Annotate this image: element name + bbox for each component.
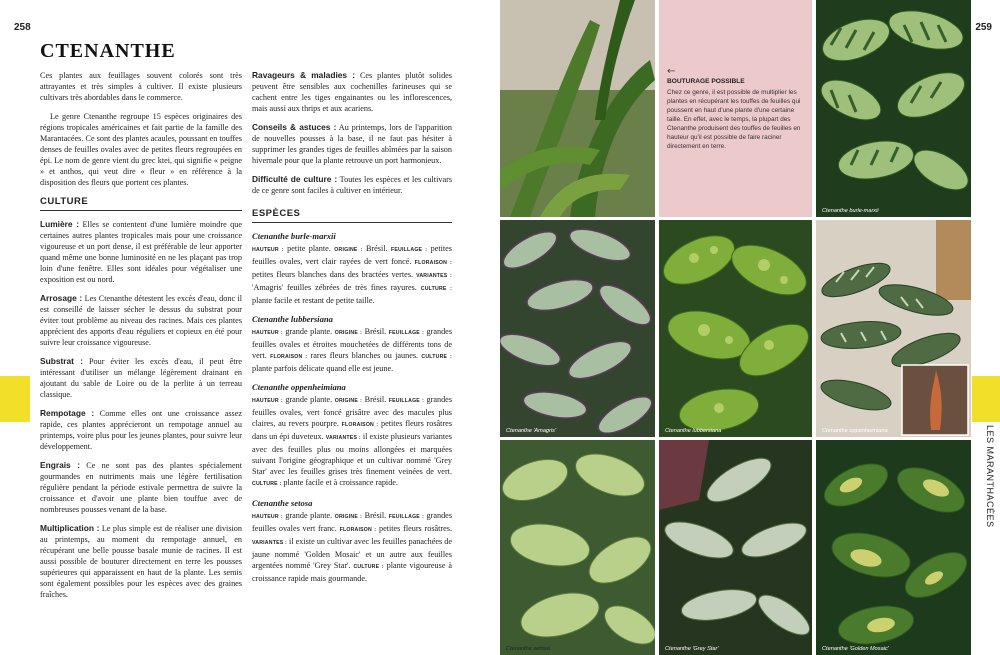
culture-text: Elles se contentent d'une lumière moindre que certaines autres plantes tropicales mais pour une croissance vigoureuse et un port dense, il est préférable de leur apporter quand même une bonne luminosité en ne les plaçant pas trop loin d'une fenêtre. Elles sont idéales pour végétaliser une exposition est ou nord. (40, 220, 242, 284)
species-field-text: Brésil. (362, 511, 389, 520)
species-field-text: grande plante. (282, 327, 335, 336)
right-column (252, 70, 452, 592)
species-entry (252, 498, 452, 584)
species-field-text: petites fleurs rosâtres dans un épi duveteux. (252, 419, 453, 441)
species-heading: ESPÈCES (252, 208, 452, 223)
species-field-tag: CULTURE : (353, 564, 384, 570)
advice-paragraph (252, 70, 452, 114)
species-description (252, 243, 452, 306)
species-description (252, 394, 452, 490)
culture-lead: Lumière : (40, 219, 80, 229)
culture-paragraph (40, 293, 242, 348)
species-field-tag: FEUILLAGE : (388, 330, 425, 336)
species-entry (252, 314, 452, 374)
photo-lubbersiana-image (659, 220, 812, 437)
left-column (40, 70, 242, 608)
species-field-text: grandes feuilles ovales et étroites mouchetées de différents tons de vert. (252, 327, 453, 360)
advice-text: Toutes les espèces et les cultivars de ce genre sont faciles à cultiver en intérieur. (252, 175, 453, 195)
culture-lead: Multiplication : (40, 523, 100, 533)
species-field-text: grandes feuilles ovales vert franc. (252, 511, 453, 533)
species-field-tag: VARIANTES : (416, 273, 452, 279)
species-field-text: petites fleurs blanches dans des bractées vertes. (252, 270, 417, 279)
caption-golden-mosaic: Ctenanthe 'Golden Mosaic' (822, 646, 889, 652)
species-field-tag: CULTURE : (420, 286, 452, 292)
species-field-tag: VARIANTES : (252, 540, 287, 546)
advice-paragraph (252, 122, 452, 166)
species-name: Ctenanthe oppenheimiana (252, 382, 346, 392)
photo-burle-marxii-image (816, 0, 971, 217)
species-description (252, 510, 452, 584)
advice-text: Au printemps, lors de l'apparition de nouvelles pousses à la base, il ne faut pas hésiter à supprimer les grandes tiges de feuilles abîmées par la saison hivernale pour que la plante retrouve un port harmonieux. (252, 123, 452, 165)
species-field-tag: VARIANTES : (325, 435, 361, 441)
culture-paragraph (40, 408, 242, 452)
species-field-tag: FLORAISON : (414, 260, 452, 266)
page-number-left: 258 (14, 22, 31, 33)
species-list (252, 231, 452, 584)
photo-grey-star-image (659, 440, 812, 655)
species-field-text: il existe plusieurs variantes avec des feuilles plus ou moins allongées et marquées suivant l'origine géographique et un cultivar nommé 'Grey Star' avec les feuilles grises très finement veinées de vert. (252, 432, 452, 476)
chapter-tab-left (0, 376, 30, 422)
species-field-text: grande plante. (282, 395, 335, 404)
culture-paragraph (40, 523, 242, 600)
species-name: Ctenanthe burle-marxii (252, 231, 336, 241)
advice-lead: Ravageurs & maladies : (252, 70, 356, 80)
species-field-tag: HAUTEUR : (252, 398, 283, 404)
species-field-tag: ORIGINE : (334, 514, 363, 520)
photo-setosa (500, 440, 655, 655)
species-field-text: Brésil. (362, 395, 389, 404)
species-description (252, 326, 452, 374)
species-field-tag: ORIGINE : (334, 398, 363, 404)
culture-lead: Rempotage : (40, 408, 95, 418)
page-number-right: 259 (975, 22, 992, 33)
species-name: Ctenanthe lubbersiana (252, 314, 333, 324)
caption-grey-star: Ctenanthe 'Grey Star' (665, 646, 719, 652)
species-field-tag: ORIGINE : (334, 330, 363, 336)
species-field-tag: HAUTEUR : (252, 514, 283, 520)
culture-text: Comme elles ont une croissance assez rapide, ces plantes apprécieront un rempotage annuel au printemps, voire plus pour les jeunes plantes, pour suivre leur développement. (40, 409, 242, 451)
advice-text: Ces plantes plutôt solides peuvent être sensibles aux cochenilles farineuses qui se cachent entre les tiges engainantes ou les inflorescences, mais aussi aux thrips et aux acariens. (252, 71, 452, 113)
tip-box (659, 0, 812, 217)
species-entry (252, 382, 452, 490)
species-field-tag: FLORAISON : (270, 354, 308, 360)
caption-burle-marxii: Ctenanthe burle-marxii (822, 208, 879, 214)
advice-lead: Difficulté de culture : (252, 174, 338, 184)
culture-lead: Substrat : (40, 356, 84, 366)
culture-lead: Engrais : (40, 460, 81, 470)
species-field-text: grandes feuilles ovales, vert foncé grisâtre avec des macules plus claires, au revers pourpre. (252, 395, 453, 428)
photo-grey-star (659, 440, 812, 655)
photo-golden-mosaic (816, 440, 971, 655)
species-field-text: plante facile et à croissance rapide. (281, 478, 398, 487)
culture-paragraph (40, 219, 242, 285)
arrow-left-icon: ← (667, 66, 676, 77)
chapter-tab-right (972, 376, 1000, 422)
species-field-text: Brésil. (362, 327, 389, 336)
chapter-side-label: LES MARANTHACÉES (985, 425, 995, 528)
species-field-text: petites feuilles ovales, vert clair rayées de vert foncé. (252, 244, 452, 266)
species-name: Ctenanthe setosa (252, 498, 313, 508)
caption-lubbersiana: Ctenanthe lubbersiana (665, 428, 722, 434)
culture-lead: Arrosage : (40, 293, 83, 303)
species-field-text: petite plante. (283, 244, 335, 253)
species-field-tag: FEUILLAGE : (388, 514, 425, 520)
species-field-text: plante facile et restant de petite taille. (252, 296, 375, 305)
photo-plant-top-left-image (500, 0, 655, 217)
advice-lead: Conseils & astuces : (252, 122, 337, 132)
caption-amagris: Ctenanthe 'Amagris' (506, 428, 557, 434)
photo-setosa-image (500, 440, 655, 655)
photo-oppenheimiana (816, 220, 971, 437)
species-field-tag: FLORAISON : (339, 527, 377, 533)
species-field-text: il existe un cultivar avec les feuilles panachées de jaune nommé 'Golden Mosaic' et un autre aux feuilles argentées nommé 'Grey Star'. (252, 537, 452, 570)
species-field-text: petites fleurs rosâtres. (376, 524, 453, 533)
caption-oppenheimiana: Ctenanthe oppenheimiana (822, 428, 888, 434)
intro-paragraph: Le genre Ctenanthe regroupe 15 espèces originaires des régions tropicales américaines et fait partie de la famille des Marantacées. Ce sont des plantes acaules, poussant en touffes denses de feuilles ovales avec de petites fleurs regroupées en épi. Le nom de genre vient du grec ktei, qui signifie « peigne » et anthos, qui veut dire « fleur » en référence à la disposition des fleurs que portent ces plantes. (40, 112, 242, 187)
species-field-tag: ORIGINE : (334, 247, 363, 253)
photo-plant-top-left (500, 0, 655, 217)
advice-paragraph (252, 174, 452, 196)
caption-setosa: Ctenanthe setosa (506, 646, 550, 652)
species-field-text: plante parfois délicate quand elle est jeune. (252, 364, 394, 373)
species-field-text: rares fleurs blanches ou jaunes. (307, 351, 422, 360)
photo-golden-mosaic-image (816, 440, 971, 655)
page-title: CTENANTHE (40, 40, 176, 62)
species-field-text: Brésil. (362, 244, 392, 253)
species-field-tag: FEUILLAGE : (388, 398, 425, 404)
photo-oppenheimiana-image (816, 220, 971, 437)
photo-lubbersiana (659, 220, 812, 437)
photo-burle-marxii (816, 0, 971, 217)
species-entry (252, 231, 452, 306)
culture-heading: CULTURE (40, 196, 242, 211)
species-field-text: 'Amagris' feuilles zébrées de très fines rayures. (252, 283, 421, 292)
species-field-tag: HAUTEUR : (252, 247, 284, 253)
culture-paragraph (40, 356, 242, 400)
species-field-text: grande plante. (282, 511, 335, 520)
species-field-tag: HAUTEUR : (252, 330, 283, 336)
photo-amagris (500, 220, 655, 437)
culture-list (40, 219, 242, 600)
culture-text: Les Ctenanthe détestent les excès d'eau, donc il est conseillé de laisser sécher le dessus du substrat pour éviter tout problème au niveau des racines. Mais ces plantes apprécient des apports d'eau réguliers et copieux en été pour suivre leur croissance vigoureuse. (40, 294, 242, 347)
culture-text: Le plus simple est de réaliser une division au printemps, au moment du rempotage annuel, en récupérant une belle pousse basale munie de racines. Il est aussi possible de bouturer directement en terre les pousses supérieures qui apparaissent en haut de la plante. Les semis sont également possibles pour les espèces avec des graines fraîches. (40, 524, 242, 599)
species-field-tag: CULTURE : (421, 354, 452, 360)
culture-text: Pour éviter les excès d'eau, il peut être intéressant d'utiliser un mélange légèrement drainant en ajoutant du sable de Loire ou de la perlite à un terreau classique. (40, 357, 242, 399)
species-field-text: plante vigoureuse à croissance rapide mais gourmande. (252, 561, 452, 583)
species-field-tag: CULTURE : (252, 481, 282, 487)
species-field-tag: FLORAISON : (341, 422, 379, 428)
culture-text: Ce ne sont pas des plantes spécialement gourmandes en nutriments mais une légère fertilisation régulière pendant la période estivale permettra de suivre la croissance et d'avoir une plante bien touffue avec de nombreuses pousses venant de la base. (40, 461, 242, 514)
species-field-tag: FEUILLAGE : (391, 247, 428, 253)
intro-paragraph: Ces plantes aux feuillages souvent colorés sont très attrayantes et très simples à cultiver. Il existe plusieurs cultivars très abordables dans le commerce. (40, 71, 242, 102)
culture-paragraph (40, 460, 242, 515)
tip-box-title: BOUTURAGE POSSIBLE (667, 78, 745, 85)
photo-amagris-image (500, 220, 655, 437)
advice-list (252, 70, 452, 196)
tip-box-text: Chez ce genre, il est possible de multiplier les plantes en récupérant les touffes de feuilles qui poussent en haut d'une plante d'une certaine taille. En effet, avec le temps, la plupart des Ctenanthe produisent des touffes de feuilles en hauteur qu'il est possible de faire raciner directement en terre. (667, 89, 801, 150)
